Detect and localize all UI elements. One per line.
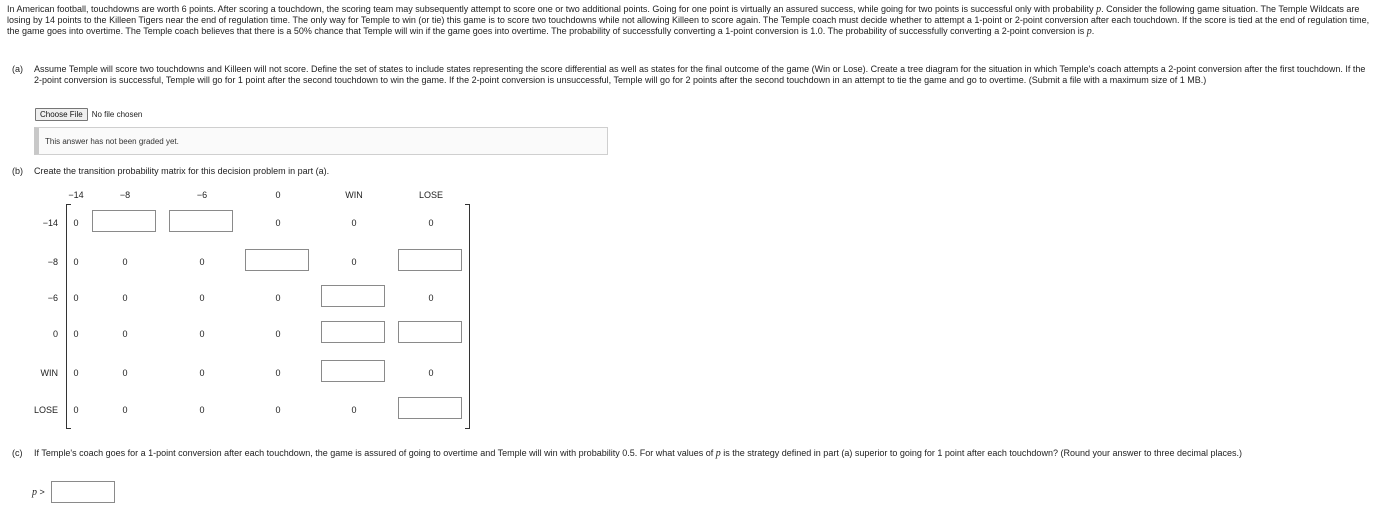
matrix-cell: 0 <box>199 405 205 415</box>
matrix-cell: 0 <box>428 368 434 378</box>
matrix-input-cell[interactable] <box>321 321 385 343</box>
no-file-text: No file chosen <box>91 110 143 119</box>
matrix-col-header: −8 <box>119 190 131 200</box>
matrix-cell: 0 <box>73 368 79 378</box>
matrix-input-cell[interactable] <box>321 285 385 307</box>
part-b-text: Create the transition probability matrix for this decision problem in part (a). <box>34 166 330 176</box>
matrix-cell: 0 <box>428 293 434 303</box>
matrix-cell: 0 <box>122 405 128 415</box>
matrix-cell: 0 <box>122 329 128 339</box>
p-answer-row <box>32 481 115 503</box>
matrix-col-header: WIN <box>345 190 363 200</box>
matrix-row-header: −8 <box>47 257 58 267</box>
matrix-cell: 0 <box>275 218 281 228</box>
matrix-cell: 0 <box>73 218 79 228</box>
matrix-col-header: LOSE <box>418 190 443 200</box>
matrix-row-header: 0 <box>52 329 58 339</box>
matrix-cell: 0 <box>351 218 357 228</box>
file-upload <box>35 108 142 121</box>
problem-intro: In American football, touchdowns are worth 6 points. After scoring a touchdown, the scoring team may subsequently attempt to score one or two additional points. Going for one point is virtually an assured success, while going for two points is successful only with probability p. Consider the following game situation. The Temple Wildcats are losing by 14 points to the Killeen Tigers near the end of regulation time. The only way for Temple to win (or tie) this game is to score two touchdowns while not allowing Killeen to score again. The Temple coach must decide whether to attempt a 1-point or 2-point conversion after each touchdown. If the score is tied at the end of regulation time, the game goes into overtime. The Temple coach believes that there is a 50% chance that Temple will win if the game goes into overtime. The probability of successfully converting a 1-point conversion is 1.0. The probability of successfully converting a 2-point conversion is p. <box>7 4 1370 38</box>
graded-status-box: This answer has not been graded yet. <box>34 127 608 155</box>
matrix-cell: 0 <box>275 293 281 303</box>
matrix-cell: 0 <box>428 218 434 228</box>
matrix-cell: 0 <box>73 293 79 303</box>
matrix-row-header: −6 <box>47 293 58 303</box>
matrix-row-header: LOSE <box>33 405 58 415</box>
matrix-cell: 0 <box>199 257 205 267</box>
matrix-cell: 0 <box>351 405 357 415</box>
matrix-left-bracket <box>66 204 71 429</box>
matrix-cell: 0 <box>275 329 281 339</box>
matrix-cell: 0 <box>275 405 281 415</box>
matrix-row-header: WIN <box>40 368 58 378</box>
matrix-input-cell[interactable] <box>321 360 385 382</box>
matrix-cell: 0 <box>73 329 79 339</box>
matrix-col-header: −6 <box>196 190 208 200</box>
p-answer-label: p > <box>32 486 45 498</box>
matrix-cell: 0 <box>122 257 128 267</box>
matrix-cell: 0 <box>73 257 79 267</box>
choose-file-button[interactable]: Choose File <box>35 108 88 121</box>
part-c-text: If Temple's coach goes for a 1-point conversion after each touchdown, the game is assured of going to overtime and Temple will win with probability 0.5. For what values of p is the strategy defined in part (a) superior to going for 1 point after each touchdown? (Round your answer to three decimal places.) <box>34 448 1243 459</box>
matrix-input-cell[interactable] <box>398 321 462 343</box>
matrix-cell: 0 <box>199 293 205 303</box>
matrix-cell: 0 <box>199 329 205 339</box>
part-c-label: (c) <box>12 448 23 458</box>
matrix-input-cell[interactable] <box>169 210 233 232</box>
matrix-cell: 0 <box>351 257 357 267</box>
matrix-right-bracket <box>465 204 470 429</box>
matrix-col-header: 0 <box>275 190 281 200</box>
matrix-cell: 0 <box>199 368 205 378</box>
matrix-input-cell[interactable] <box>92 210 156 232</box>
part-a-text: Assume Temple will score two touchdowns and Killeen will not score. Define the set of states to include states representing the score differential as well as states for the final outcome of the game (Win or Lose). Create a tree diagram for the situation in which Temple's coach attempts a 2-point conversion after the first touchdown. If the 2-point conversion is successful, Temple will go for 1 point after the second touchdown to win the game. If the 2-point conversion is unsuccessful, Temple will go for 2 points after the second touchdown in an attempt to tie the game and go to overtime. (Submit a file with a maximum size of 1 MB.) <box>34 64 1366 86</box>
matrix-input-cell[interactable] <box>398 249 462 271</box>
matrix-cell: 0 <box>275 368 281 378</box>
matrix-input-cell[interactable] <box>398 397 462 419</box>
matrix-row-header: −14 <box>42 218 58 228</box>
part-a-label: (a) <box>12 64 23 74</box>
matrix-cell: 0 <box>122 368 128 378</box>
p-answer-input[interactable] <box>51 481 115 503</box>
matrix-cell: 0 <box>122 293 128 303</box>
matrix-col-header: −14 <box>68 190 84 200</box>
matrix-cell: 0 <box>73 405 79 415</box>
matrix-input-cell[interactable] <box>245 249 309 271</box>
part-b-label: (b) <box>12 166 23 176</box>
part-b <box>12 166 330 176</box>
